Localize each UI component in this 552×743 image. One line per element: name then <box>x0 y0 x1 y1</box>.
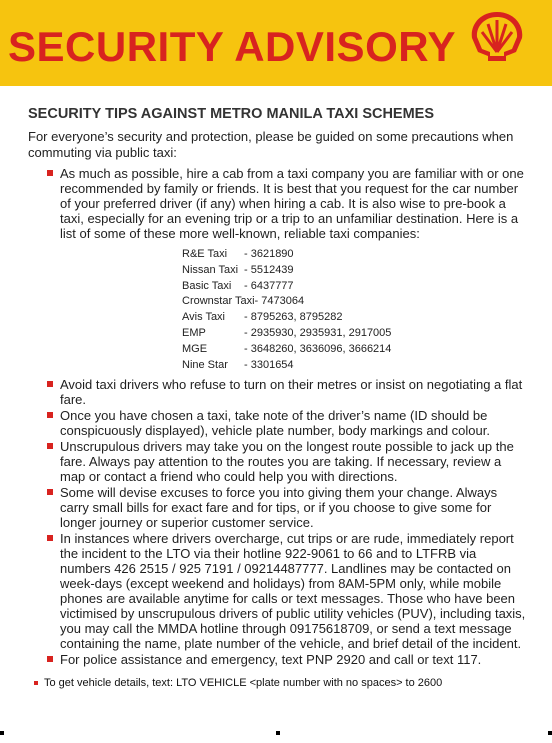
company-name: Crownstar Taxi <box>182 295 255 308</box>
company-row <box>182 294 528 310</box>
company-name: Nissan Taxi <box>182 263 239 276</box>
company-phone: - 6437777 <box>244 279 294 292</box>
tip-item <box>28 439 528 484</box>
intro-paragraph: For everyone’s security and protection, please be guided on some precautions when commuting via public taxi: <box>28 129 514 160</box>
corner-mark <box>0 731 4 735</box>
company-row <box>182 247 528 263</box>
advisory-subtitle: SECURITY TIPS AGAINST METRO MANILA TAXI SCHEMES <box>28 106 435 122</box>
tip-item <box>28 485 528 530</box>
company-name: EMP <box>182 326 206 339</box>
tip-item <box>28 408 528 438</box>
tip-text: Once you have chosen a taxi, take note of the driver’s name (ID should be conspicuously displayed), vehicle plate number, body markings and colour. <box>60 408 490 439</box>
bullet-icon <box>47 412 53 418</box>
tips-list <box>28 166 528 667</box>
vehicle-details-tip <box>44 677 442 689</box>
tip-text: Some will devise excuses to force you into giving them your change. Always carry small bills for exact fare and for tips, or if you choose to give some for longer journey or superior customer service. <box>60 485 498 531</box>
company-row <box>182 342 528 358</box>
corner-mark <box>276 731 280 735</box>
company-name: Nine Star <box>182 358 228 371</box>
tip-text: For police assistance and emergency, text PNP 2920 and call or text 117. <box>60 652 482 668</box>
tip-text: Unscrupulous drivers may take you on the longest route possible to jack up the fare. Always pay attention to the routes you are taking. If necessary, review a map or contact a friend who could help you with directions. <box>60 439 514 485</box>
bullet-icon <box>47 656 53 662</box>
shell-logo-icon <box>466 8 528 64</box>
company-phone: - 3648260, 3636096, 3666214 <box>244 342 392 355</box>
company-phone: - 8795263, 8795282 <box>244 311 343 324</box>
taxi-company-list <box>182 247 528 373</box>
tip-text: Avoid taxi drivers who refuse to turn on their metres or insist on negotiating a flat fare. <box>60 377 523 408</box>
tip-text: As much as possible, hire a cab from a taxi company you are familiar with or one recommended by family or friends. It is best that you request for the car number of your preferred driver (if any) when hiring a cab. It is also wise to pre-book a taxi, especially for an evening trip or a trip to an unfamiliar destination. Here is a list of some of these more well-known, reliable taxi companies: <box>60 166 524 241</box>
company-phone: - 7473064 <box>254 295 305 308</box>
company-name: R&E Taxi <box>182 248 228 260</box>
company-row <box>182 263 528 279</box>
tip-item <box>28 531 528 651</box>
bullet-icon <box>47 489 53 495</box>
company-row <box>182 358 528 374</box>
company-name: MGE <box>182 342 208 355</box>
tip-item <box>28 377 528 407</box>
bullet-icon <box>47 535 53 541</box>
company-phone: - 5512439 <box>244 263 294 276</box>
bullet-icon <box>47 443 53 449</box>
tip-item <box>28 166 528 373</box>
bullet-icon <box>47 170 53 176</box>
page-title: SECURITY ADVISORY <box>8 23 457 70</box>
corner-mark <box>548 731 552 735</box>
company-phone: - 3621890 <box>244 248 294 260</box>
company-phone: - 2935930, 2935931, 2917005 <box>244 326 392 339</box>
company-name: Avis Taxi <box>182 311 226 324</box>
company-phone: - 3301654 <box>244 358 294 371</box>
company-name: Basic Taxi <box>182 279 232 292</box>
tip-text: In instances where drivers overcharge, cut trips or are rude, immediately report the incident to the LTO via their hotline 922-9061 to 66 and to LTFRB via numbers 426 2515 / 925 7191 / 09214487777. Landlines may be contacted on week-days (except weekend and holidays) from 8AM-5PM only, while mobile phones are available anytime for calls or text messages. Those who have been victimised by unscrupulous drivers of public utility vehicles (PUV), including taxis, you may call the MMDA hotline through 09175618709, or send a text message containing the name, plate number of the vehicle, and brief detail of the incident. <box>60 531 526 652</box>
header-band <box>0 0 552 86</box>
bullet-icon <box>34 681 38 685</box>
tip-item <box>28 652 528 667</box>
company-row <box>182 279 528 295</box>
bullet-icon <box>47 381 53 387</box>
company-row <box>182 326 528 342</box>
tip-text: To get vehicle details, text: LTO VEHICLE <plate number with no spaces> to 2600 <box>44 677 443 689</box>
company-row <box>182 310 528 326</box>
advisory-body <box>28 105 528 668</box>
